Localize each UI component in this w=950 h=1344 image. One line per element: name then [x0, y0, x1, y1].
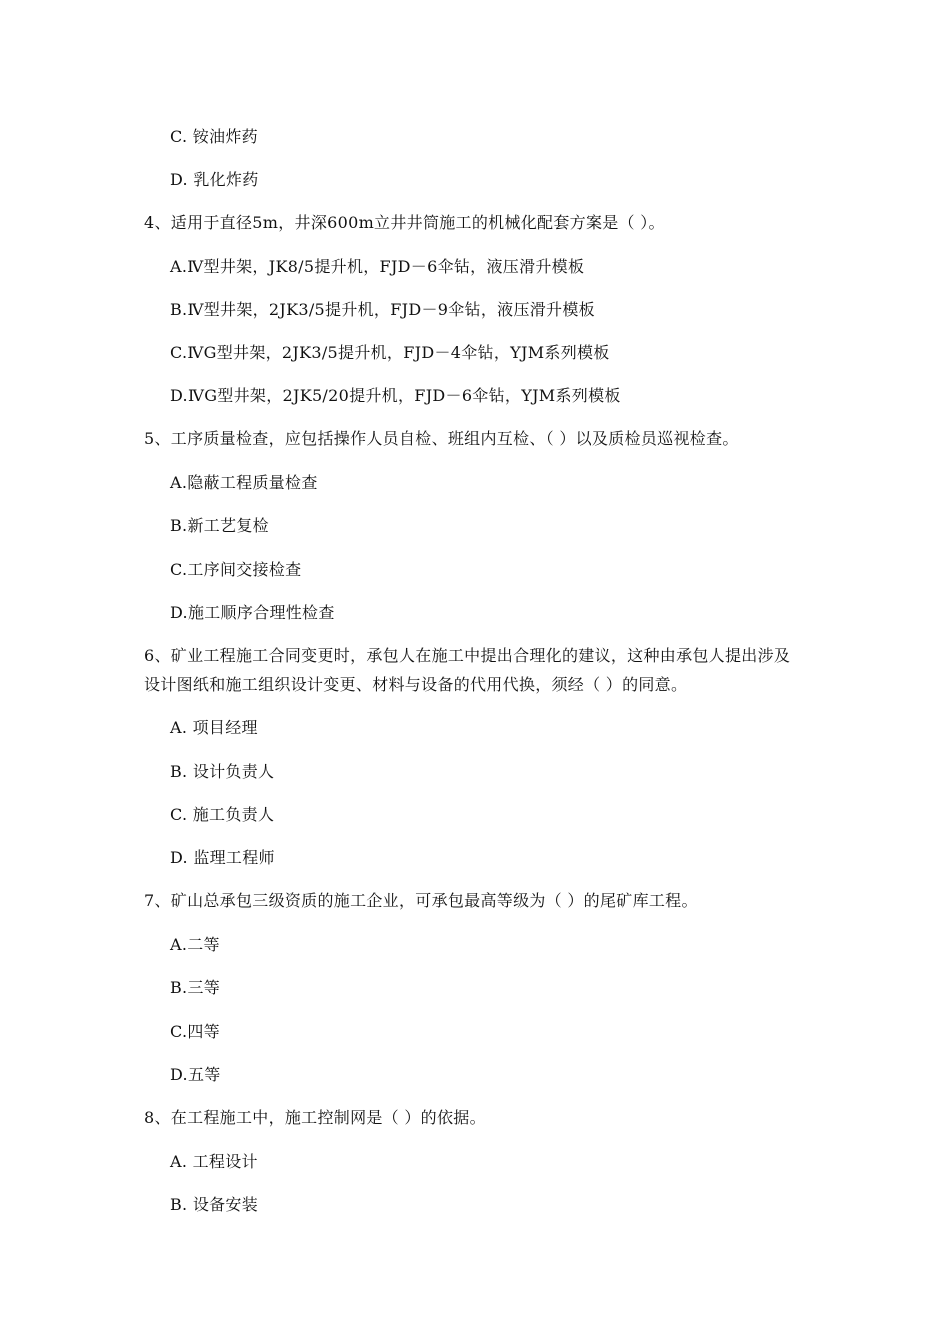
question-7-option-c: C.四等	[170, 1022, 220, 1041]
question-5-option-c: C.工序间交接检查	[170, 560, 302, 579]
question-7-option-a: A.二等	[170, 935, 220, 954]
question-7-option-d: D.五等	[170, 1065, 221, 1084]
question-4-stem: 4、适用于直径5m，井深600m立井井筒施工的机械化配套方案是（ ）。	[144, 213, 665, 232]
question-5-option-b: B.新工艺复检	[170, 516, 269, 535]
question-8-stem: 8、在工程施工中，施工控制网是（ ）的依据。	[144, 1108, 486, 1127]
question-8-option-a: A. 工程设计	[170, 1152, 258, 1171]
question-6-option-c: C. 施工负责人	[170, 805, 275, 824]
option-d-q3: D. 乳化炸药	[170, 170, 259, 189]
question-7-stem: 7、矿山总承包三级资质的施工企业，可承包最高等级为（ ）的尾矿库工程。	[144, 891, 698, 910]
question-6-option-b: B. 设计负责人	[170, 762, 275, 781]
question-6-stem: 6、矿业工程施工合同变更时，承包人在施工中提出合理化的建议，这种由承包人提出涉及	[144, 646, 791, 665]
question-5-stem: 5、工序质量检查，应包括操作人员自检、班组内互检、（ ）以及质检员巡视检查。	[144, 429, 739, 448]
question-8-option-b: B. 设备安装	[170, 1195, 259, 1214]
question-7-option-b: B.三等	[170, 978, 221, 997]
question-6-stem-continued: 设计图纸和施工组织设计变更、材料与设备的代用代换，须经（ ）的同意。	[144, 675, 688, 694]
question-4-option-c: C.ⅣG型井架，2JK3/5提升机，FJD－4伞钻，YJM系列模板	[170, 343, 610, 362]
question-4-option-a: A.Ⅳ型井架，JK8/5提升机，FJD－6伞钻，液压滑升模板	[170, 257, 585, 276]
option-c-q3: C. 铵油炸药	[170, 127, 258, 146]
question-6-option-d: D. 监理工程师	[170, 848, 275, 867]
question-4-option-b: B.Ⅳ型井架，2JK3/5提升机，FJD－9伞钻，液压滑升模板	[170, 300, 595, 319]
question-4-option-d: D.ⅣG型井架，2JK5/20提升机，FJD－6伞钻，YJM系列模板	[170, 386, 621, 405]
question-6-option-a: A. 项目经理	[170, 718, 258, 737]
question-5-option-d: D.施工顺序合理性检查	[170, 603, 335, 622]
question-5-option-a: A.隐蔽工程质量检查	[170, 473, 318, 492]
